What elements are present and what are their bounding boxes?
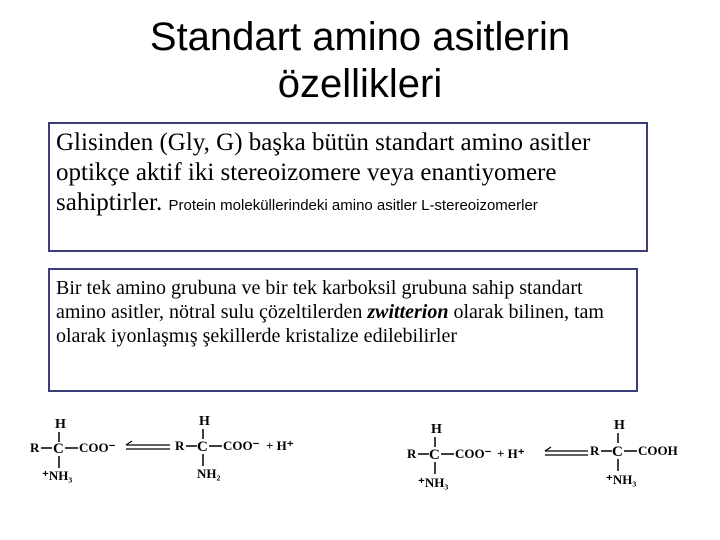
plus-h-label: + H⁺ bbox=[497, 446, 525, 461]
h-label: H bbox=[431, 422, 442, 437]
h-label: H bbox=[614, 418, 625, 433]
nh3-label: ⁺NH₃ bbox=[418, 475, 449, 490]
nh3-label: ⁺NH₃ bbox=[42, 468, 73, 483]
h-label: H bbox=[199, 414, 210, 429]
title-line-1: Standart amino asitlerin bbox=[149, 15, 571, 59]
cooh-label: COOH bbox=[638, 443, 678, 458]
equation-right bbox=[407, 418, 678, 490]
plus-h-label: + H⁺ bbox=[266, 438, 294, 453]
r-label: R bbox=[407, 446, 417, 461]
coo-label: COO⁻ bbox=[223, 438, 260, 453]
equation-left bbox=[30, 414, 294, 483]
title-line-2: özellikleri bbox=[277, 62, 443, 106]
c-label: C bbox=[53, 441, 64, 457]
r-label: R bbox=[590, 443, 600, 458]
nh3-label: ⁺NH₃ bbox=[606, 472, 637, 487]
l-stereoisomer-text: Protein moleküllerindeki amino asitler L-stereoizomerler bbox=[168, 197, 538, 214]
nh2-label: NH₂ bbox=[197, 466, 221, 481]
zwitterion-term: zwitterion bbox=[367, 301, 449, 323]
r-label: R bbox=[30, 440, 40, 455]
r-label: R bbox=[175, 438, 185, 453]
zwitterion-text-after: olarak bilinen, tam olarak iyonlaşmış şekillerde kristalize edilebilirler bbox=[56, 301, 604, 347]
stereoisomer-text: Glisinden (Gly, G) başka bütün standart amino asitler optikçe aktif iki stereoizomere veya enantiyomere sahiptirler. bbox=[56, 129, 591, 216]
c-label: C bbox=[197, 439, 208, 455]
h-label: H bbox=[55, 417, 66, 432]
coo-label: COO⁻ bbox=[79, 440, 116, 455]
coo-label: COO⁻ bbox=[455, 446, 492, 461]
c-label: C bbox=[612, 444, 623, 460]
zwitterion-text-before: Bir tek amino grubuna ve bir tek karboksil grubuna sahip standart amino asitler, nötral sulu çözeltilerden bbox=[56, 277, 583, 323]
c-label: C bbox=[429, 447, 440, 463]
